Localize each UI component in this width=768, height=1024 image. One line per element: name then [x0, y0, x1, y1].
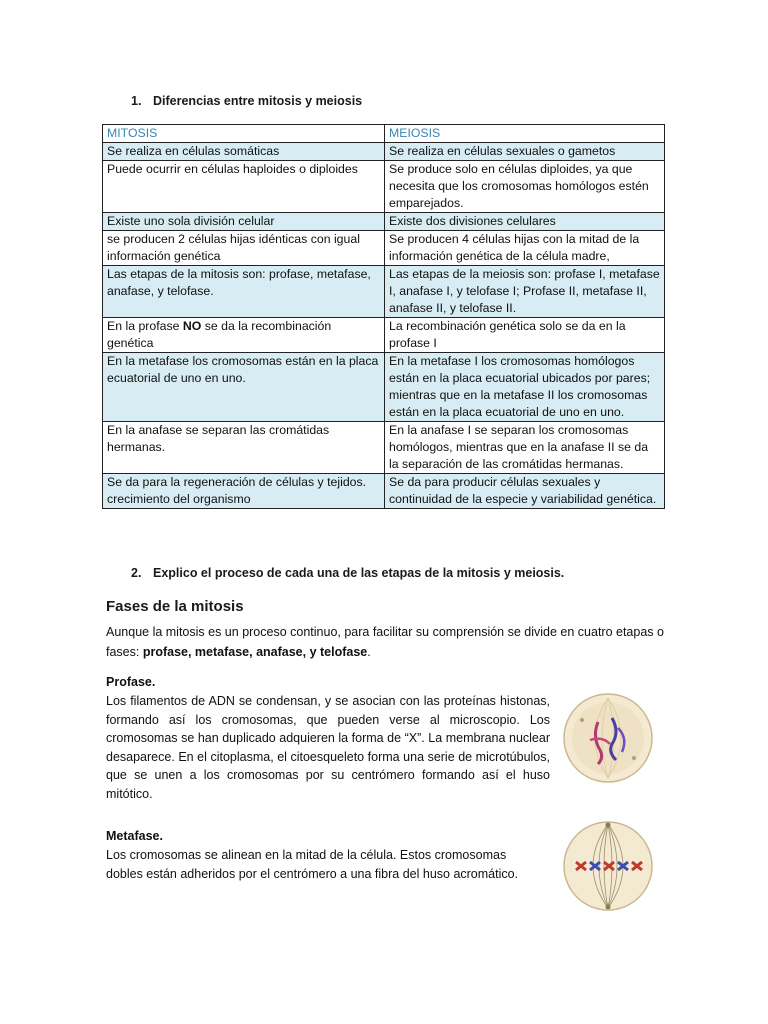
cell-text: En la profase: [107, 319, 183, 333]
intro-text: Aunque la mitosis es un proceso continuo, para facilitar su comprensión se divide en cuatro etapas o fases:: [106, 625, 664, 659]
intro-bold-text: profase, metafase, anafase, y telofase: [142, 645, 368, 659]
question-2-heading: [131, 566, 564, 580]
table-cell: Puede ocurrir en células haploides o diploides: [103, 161, 385, 213]
profase-cell-illustration: [562, 692, 654, 784]
table-cell: Se da para producir células sexuales y continuidad de la especie y variabilidad genética.: [385, 474, 665, 509]
table-row: [103, 474, 665, 509]
table-row: [103, 213, 665, 231]
question-2-number: 2.: [131, 566, 142, 580]
section-title: Fases de la mitosis: [106, 598, 244, 615]
question-1-number: 1.: [131, 94, 142, 108]
table-cell: En la anafase se separan las cromátidas hermanas.: [103, 422, 385, 474]
table-cell: Se produce solo en células diploides, ya que necesita que los cromosomas homólogos estén emparejados.: [385, 161, 665, 213]
intro-paragraph: [106, 622, 666, 662]
question-1-heading: [131, 94, 362, 108]
profase-paragraph: Los filamentos de ADN se condensan, y se asocian con las proteínas histonas, formando así los cromosomas, que pueden verse al microscopio. Los cromosomas se han duplicado adquieren la forma de “X”. La membrana nuclear desaparece. En el citoplasma, el citoesqueleto forma una serie de microtúbulos, que se unen a los cromosomas por su centrómero formando así el huso mitótico.: [106, 694, 550, 801]
table-cell: En la anafase I se separan los cromosomas homólogos, mientras que en la anafase II se da la separación de las cromátidas hermanas.: [385, 422, 665, 474]
question-1-text: Diferencias entre mitosis y meiosis: [153, 94, 363, 108]
table-row: [103, 143, 665, 161]
table-cell: Existe dos divisiones celulares: [385, 213, 665, 231]
table-cell: se producen 2 células hijas idénticas con igual información genética: [103, 231, 385, 266]
header-meiosis: MEIOSIS: [385, 125, 665, 143]
table-cell: Se producen 4 células hijas con la mitad de la información genética de la célula madre,: [385, 231, 665, 266]
question-2-text: Explico el proceso de cada una de las etapas de la mitosis y meiosis.: [153, 566, 565, 580]
table-cell: En la metafase los cromosomas están en la placa ecuatorial de uno en uno.: [103, 353, 385, 422]
metafase-title: Metafase.: [106, 829, 163, 843]
comparison-table: [102, 124, 665, 509]
table-row: [103, 231, 665, 266]
table-row: [103, 161, 665, 213]
header-mitosis: MITOSIS: [103, 125, 385, 143]
table-cell: Se realiza en células sexuales o gametos: [385, 143, 665, 161]
table-cell: Se realiza en células somáticas: [103, 143, 385, 161]
cell-text: se da la recombinación genética: [107, 319, 332, 350]
profase-title: Profase.: [106, 675, 156, 689]
cell-bold-text: NO: [182, 319, 202, 333]
table-cell: Existe uno sola división celular: [103, 213, 385, 231]
table-cell: Las etapas de la meiosis son: profase I, metafase I, anafase I, y telofase I; Profase II, metafase II, anafase II, y telofase II.: [385, 266, 665, 318]
intro-end: .: [367, 645, 371, 659]
table-header-row: [103, 125, 665, 143]
table-row: [103, 353, 665, 422]
table-row: [103, 266, 665, 318]
table-cell: Se da para la regeneración de células y tejidos. crecimiento del organismo: [103, 474, 385, 509]
table-row: [103, 422, 665, 474]
table-cell: La recombinación genética solo se da en la profase I: [385, 318, 665, 353]
table-cell: En la metafase I los cromosomas homólogos están en la placa ecuatorial ubicados por pares; mientras que en la metafase II los cromosomas están en la placa ecuatorial de uno en uno.: [385, 353, 665, 422]
metafase-cell-illustration: [562, 820, 654, 912]
table-cell: Las etapas de la mitosis son: profase, metafase, anafase, y telofase.: [103, 266, 385, 318]
table-cell: [103, 318, 385, 353]
metafase-paragraph: Los cromosomas se alinean en la mitad de la célula. Estos cromosomas dobles están adheridos por el centrómero a una fibra del huso acromático.: [106, 848, 519, 881]
table-row: [103, 318, 665, 353]
